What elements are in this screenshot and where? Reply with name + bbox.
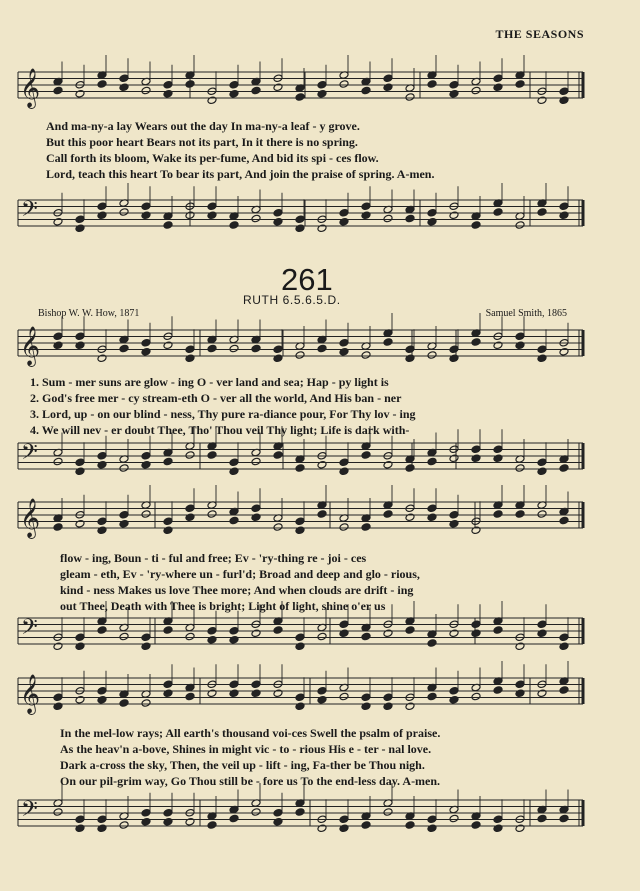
note-head <box>163 626 173 635</box>
note-head <box>273 345 283 354</box>
note-head <box>163 80 173 89</box>
note-head <box>493 824 503 833</box>
note-head <box>493 626 503 635</box>
note-head <box>273 523 283 532</box>
note-head <box>361 351 371 360</box>
note-head <box>449 89 459 98</box>
note-head <box>119 519 129 528</box>
note-head <box>361 821 371 830</box>
note-head <box>361 451 371 460</box>
note-head <box>383 83 393 92</box>
note-head <box>537 629 547 638</box>
note-head <box>75 224 85 233</box>
note-head <box>141 202 151 211</box>
note-head <box>339 458 349 467</box>
note-head <box>97 815 107 824</box>
note-head <box>273 83 283 92</box>
note-head <box>427 217 437 226</box>
note-head <box>185 632 195 641</box>
note-head <box>471 338 481 347</box>
note-head <box>317 510 327 519</box>
note-head <box>53 457 63 466</box>
note-head <box>75 642 85 651</box>
note-head <box>141 817 151 826</box>
note-head <box>229 221 239 230</box>
note-head <box>317 224 327 233</box>
s3-lyric-line-3: Dark a-cross the sky, Then, the veil up - lift - ing, Fa-ther be Thou nigh. <box>60 758 425 772</box>
note-head <box>97 202 107 211</box>
note-head <box>449 510 459 519</box>
note-head <box>75 89 85 98</box>
note-head <box>141 211 151 220</box>
note-head <box>537 345 547 354</box>
note-head <box>185 451 195 460</box>
note-head <box>119 464 129 473</box>
note-head <box>229 344 239 353</box>
note-head <box>141 808 151 817</box>
note-head <box>339 208 349 217</box>
note-head <box>559 516 569 525</box>
note-head <box>427 208 437 217</box>
note-head <box>97 517 107 526</box>
note-head <box>559 686 569 695</box>
note-head <box>185 80 195 89</box>
note-head <box>251 689 261 698</box>
note-head <box>537 620 547 629</box>
note-head <box>251 808 261 817</box>
s1-lyric-line-1: 1. Sum - mer suns are glow - ing O - ver land and sea; Hap - py light is <box>30 375 389 389</box>
note-head <box>75 215 85 224</box>
note-head <box>185 817 195 826</box>
treble-clef-icon: 𝄞 <box>20 68 41 108</box>
note-head <box>427 504 437 513</box>
note-head <box>53 702 63 711</box>
note-head <box>427 639 437 648</box>
note-head <box>449 686 459 695</box>
note-head <box>295 808 305 817</box>
note-head <box>53 642 63 651</box>
note-head <box>559 96 569 105</box>
note-head <box>559 464 569 473</box>
note-head <box>339 347 349 356</box>
note-head <box>339 692 349 701</box>
note-head <box>493 686 503 695</box>
note-head <box>383 460 393 469</box>
note-head <box>207 344 217 353</box>
note-head <box>273 808 283 817</box>
note-head <box>449 695 459 704</box>
note-head <box>537 354 547 363</box>
note-head <box>185 692 195 701</box>
note-head <box>273 208 283 217</box>
s3-lyric-line-1: In the mel-low rays; All earth's thousand voi-ces Swell the psalm of praise. <box>60 726 441 740</box>
note-head <box>471 620 481 629</box>
note-head <box>163 526 173 535</box>
note-head <box>515 332 525 341</box>
note-head <box>493 454 503 463</box>
note-head <box>405 214 415 223</box>
note-head <box>361 523 371 532</box>
note-head <box>119 632 129 641</box>
note-head <box>163 341 173 350</box>
note-head <box>163 89 173 98</box>
note-head <box>449 629 459 638</box>
note-head <box>75 815 85 824</box>
note-head <box>405 345 415 354</box>
note-head <box>295 526 305 535</box>
note-head <box>207 202 217 211</box>
top-lyric-line-2: But this poor heart Bears not its part, In it there is no spring. <box>46 135 358 149</box>
note-head <box>339 467 349 476</box>
note-head <box>229 689 239 698</box>
note-head <box>97 451 107 460</box>
note-head <box>515 221 525 230</box>
note-head <box>427 824 437 833</box>
note-head <box>493 815 503 824</box>
note-head <box>427 692 437 701</box>
note-head <box>141 633 151 642</box>
note-head <box>317 686 327 695</box>
note-head <box>163 221 173 230</box>
note-head <box>427 351 437 360</box>
note-head <box>383 629 393 638</box>
note-head <box>295 215 305 224</box>
note-head <box>449 345 459 354</box>
s2-lyric-line-1: flow - ing, Boun - ti - ful and free; Ev - 'ry-thing re - joi - ces <box>60 551 367 565</box>
note-head <box>295 702 305 711</box>
bass-clef-icon: 𝄢 <box>21 440 38 470</box>
note-head <box>471 86 481 95</box>
note-head <box>251 504 261 513</box>
s1-lyric-line-4: 4. We will nev - er doubt Thee, Tho' Thou veil Thy light; Life is dark with- <box>30 423 410 437</box>
note-head <box>559 347 569 356</box>
note-head <box>97 686 107 695</box>
note-head <box>559 814 569 823</box>
note-head <box>405 626 415 635</box>
note-head <box>537 814 547 823</box>
note-head <box>317 824 327 833</box>
note-head <box>383 702 393 711</box>
note-head <box>141 86 151 95</box>
note-head <box>295 642 305 651</box>
note-head <box>273 817 283 826</box>
s3-lyric-line-4: On our pil-grim way, Go Thou still be - fore us To the end-less day. A-men. <box>60 774 441 788</box>
note-head <box>493 341 503 350</box>
note-head <box>97 626 107 635</box>
note-head <box>339 629 349 638</box>
note-head <box>185 513 195 522</box>
note-head <box>383 808 393 817</box>
note-head <box>75 341 85 350</box>
note-head <box>75 824 85 833</box>
note-head <box>207 689 217 698</box>
note-head <box>119 344 129 353</box>
note-head <box>273 217 283 226</box>
section-title: THE SEASONS <box>495 27 584 41</box>
note-head <box>449 454 459 463</box>
note-head <box>427 80 437 89</box>
note-head <box>75 332 85 341</box>
note-head <box>97 526 107 535</box>
note-head <box>251 680 261 689</box>
note-head <box>251 629 261 638</box>
tune-name: RUTH 6.5.6.5.D. <box>243 293 341 307</box>
author-credit: Bishop W. W. How, 1871 <box>38 308 140 319</box>
top-lyric-line-1: And ma-ny-a lay Wears out the day In ma-ny-a leaf - y grove. <box>46 119 360 133</box>
note-head <box>317 80 327 89</box>
note-head <box>163 689 173 698</box>
note-head <box>361 693 371 702</box>
note-head <box>383 214 393 223</box>
note-head <box>97 695 107 704</box>
note-head <box>383 510 393 519</box>
note-head <box>383 338 393 347</box>
note-head <box>537 96 547 105</box>
note-head <box>471 221 481 230</box>
note-head <box>141 347 151 356</box>
s2-lyric-line-4: out Thee, Death with Thee is bright; Light of light, shine o'er us <box>60 599 386 613</box>
note-head <box>229 458 239 467</box>
note-head <box>53 341 63 350</box>
note-head <box>207 626 217 635</box>
note-head <box>75 633 85 642</box>
note-head <box>75 458 85 467</box>
note-head <box>229 635 239 644</box>
bass-clef-icon: 𝄢 <box>21 197 38 227</box>
note-head <box>53 86 63 95</box>
note-head <box>339 620 349 629</box>
s2-lyric-line-3: kind - ness Makes us love Thee more; And when clouds are drift - ing <box>60 583 414 597</box>
note-head <box>229 680 239 689</box>
note-head <box>185 504 195 513</box>
note-head <box>185 354 195 363</box>
note-head <box>493 83 503 92</box>
note-head <box>449 814 459 823</box>
note-head <box>537 510 547 519</box>
note-head <box>119 74 129 83</box>
note-head <box>75 467 85 476</box>
note-head <box>229 467 239 476</box>
note-head <box>207 211 217 220</box>
note-head <box>559 642 569 651</box>
note-head <box>515 510 525 519</box>
note-head <box>339 523 349 532</box>
hymn-number: 261 <box>281 262 333 297</box>
s3-lyric-line-2: As the heav'n a-bove, Shines in might vic - to - rious His e - ter - nal love. <box>60 742 432 756</box>
note-head <box>537 467 547 476</box>
note-head <box>207 635 217 644</box>
note-head <box>229 626 239 635</box>
note-head <box>361 702 371 711</box>
s2-lyric-line-2: gleam - eth, Ev - 'ry-where un - furl'd; Broad and deep and glo - rious, <box>60 567 420 581</box>
note-head <box>295 464 305 473</box>
note-head <box>53 808 63 817</box>
note-head <box>251 457 261 466</box>
note-head <box>383 74 393 83</box>
note-head <box>295 693 305 702</box>
note-head <box>141 699 151 708</box>
note-head <box>339 80 349 89</box>
note-head <box>97 211 107 220</box>
note-head <box>141 451 151 460</box>
note-head <box>317 89 327 98</box>
note-head <box>449 80 459 89</box>
treble-clef-icon: 𝄞 <box>20 326 41 366</box>
note-head <box>559 211 569 220</box>
note-head <box>559 633 569 642</box>
note-head <box>251 86 261 95</box>
note-head <box>119 699 129 708</box>
note-head <box>119 510 129 519</box>
note-head <box>97 354 107 363</box>
note-head <box>273 354 283 363</box>
note-head <box>537 208 547 217</box>
s1-lyric-line-3: 3. Lord, up - on our blind - ness, Thy pure ra-diance pour, For Thy lov - ing <box>30 407 416 421</box>
treble-clef-icon: 𝄞 <box>20 674 41 714</box>
note-head <box>163 457 173 466</box>
note-head <box>53 523 63 532</box>
note-head <box>185 345 195 354</box>
note-head <box>383 693 393 702</box>
note-head <box>273 451 283 460</box>
note-head <box>317 344 327 353</box>
note-head <box>515 341 525 350</box>
note-head <box>141 460 151 469</box>
note-head <box>361 632 371 641</box>
note-head <box>251 214 261 223</box>
note-head <box>427 513 437 522</box>
note-head <box>163 817 173 826</box>
note-head <box>75 695 85 704</box>
note-head <box>339 217 349 226</box>
note-head <box>141 338 151 347</box>
note-head <box>75 519 85 528</box>
note-head <box>229 516 239 525</box>
note-head <box>559 87 569 96</box>
note-head <box>449 211 459 220</box>
note-head <box>361 202 371 211</box>
note-head <box>559 202 569 211</box>
composer-credit: Samuel Smith, 1865 <box>485 308 567 319</box>
bass-clef-icon: 𝄢 <box>21 797 38 827</box>
note-head <box>405 464 415 473</box>
note-head <box>515 680 525 689</box>
note-head <box>251 513 261 522</box>
note-head <box>471 629 481 638</box>
note-head <box>207 510 217 519</box>
note-head <box>471 692 481 701</box>
note-head <box>471 445 481 454</box>
note-head <box>97 824 107 833</box>
note-head <box>449 354 459 363</box>
note-head <box>273 689 283 698</box>
note-head <box>207 821 217 830</box>
note-head <box>537 458 547 467</box>
note-head <box>493 445 503 454</box>
note-head <box>141 642 151 651</box>
note-head <box>251 344 261 353</box>
note-head <box>515 642 525 651</box>
note-head <box>141 510 151 519</box>
note-head <box>427 815 437 824</box>
note-head <box>449 519 459 528</box>
note-head <box>493 510 503 519</box>
note-head <box>339 815 349 824</box>
note-head <box>317 632 327 641</box>
note-head <box>97 80 107 89</box>
note-head <box>295 351 305 360</box>
note-head <box>493 208 503 217</box>
note-head <box>119 821 129 830</box>
top-lyric-line-4: Lord, teach this heart To bear its part, And join the praise of spring. A-men. <box>46 167 435 181</box>
note-head <box>53 217 63 226</box>
note-head <box>163 808 173 817</box>
note-head <box>317 695 327 704</box>
note-head <box>405 93 415 102</box>
note-head <box>471 454 481 463</box>
note-head <box>515 464 525 473</box>
note-head <box>273 626 283 635</box>
note-head <box>361 86 371 95</box>
note-head <box>405 354 415 363</box>
note-head <box>229 80 239 89</box>
top-lyric-line-3: Call forth its bloom, Wake its per-fume, And bid its spi - ces flow. <box>46 151 379 165</box>
note-head <box>295 224 305 233</box>
note-head <box>493 74 503 83</box>
note-head <box>515 824 525 833</box>
note-head <box>361 211 371 220</box>
note-head <box>163 517 173 526</box>
note-head <box>515 80 525 89</box>
note-head <box>119 208 129 217</box>
note-head <box>53 332 63 341</box>
note-head <box>207 96 217 105</box>
note-head <box>515 689 525 698</box>
note-head <box>537 689 547 698</box>
note-head <box>405 702 415 711</box>
note-head <box>207 451 217 460</box>
note-head <box>427 457 437 466</box>
note-head <box>339 338 349 347</box>
note-head <box>405 513 415 522</box>
note-head <box>53 693 63 702</box>
note-head <box>295 517 305 526</box>
note-head <box>229 89 239 98</box>
note-head <box>295 633 305 642</box>
note-head <box>317 460 327 469</box>
note-head <box>295 93 305 102</box>
bass-clef-icon: 𝄢 <box>21 615 38 645</box>
s1-lyric-line-2: 2. God's free mer - cy stream-eth O - ver all the world, And His ban - ner <box>30 391 402 405</box>
note-head <box>405 821 415 830</box>
note-head <box>119 83 129 92</box>
note-head <box>471 526 481 535</box>
note-head <box>471 821 481 830</box>
note-head <box>97 460 107 469</box>
note-head <box>163 680 173 689</box>
treble-clef-icon: 𝄞 <box>20 498 41 538</box>
note-head <box>229 814 239 823</box>
note-head <box>339 824 349 833</box>
